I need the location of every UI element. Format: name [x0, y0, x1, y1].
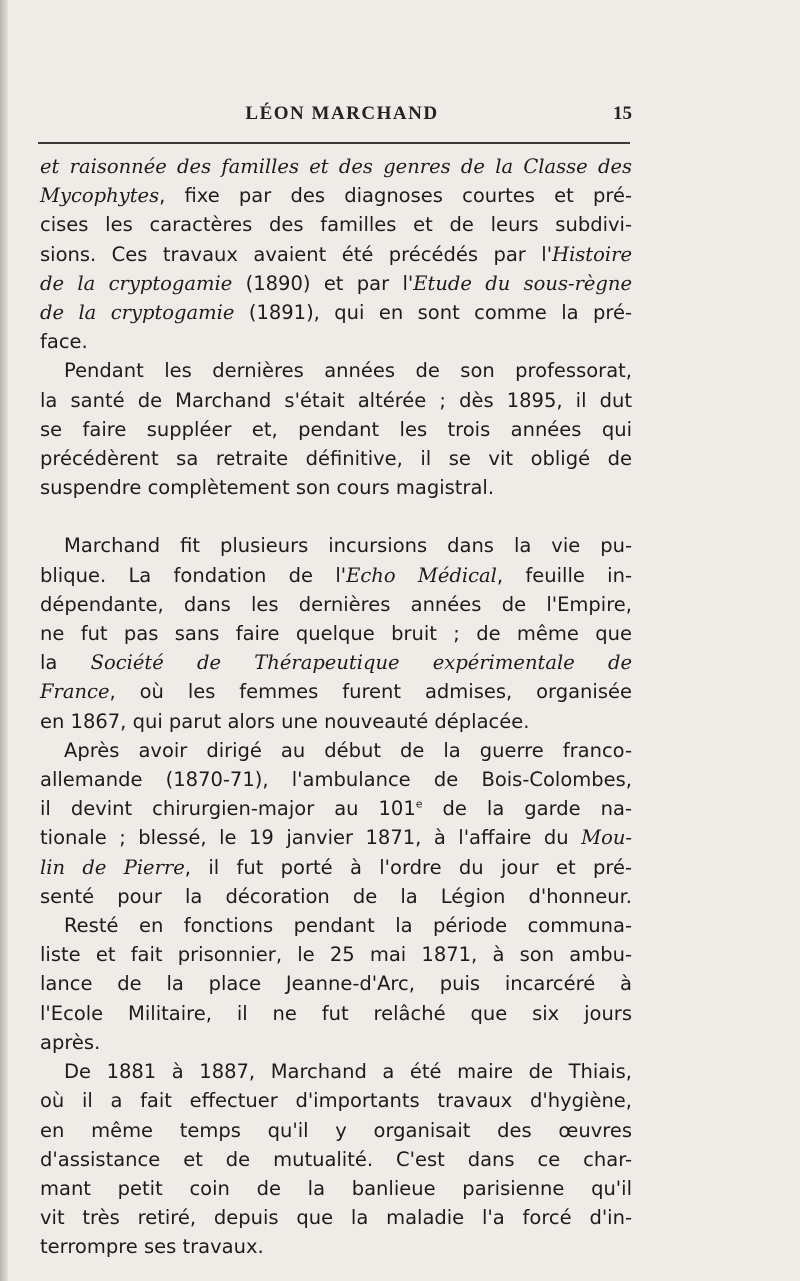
text-line — [40, 677, 632, 706]
text-line — [40, 298, 632, 327]
text-line — [40, 386, 632, 415]
text-segment: tionale ; blessé, le 19 janvier 1871, à l'affaire du — [40, 826, 582, 850]
text-line — [40, 152, 632, 181]
text-line — [40, 269, 632, 298]
text-line — [40, 794, 632, 823]
italic-text: France — [40, 680, 110, 704]
text-line — [40, 415, 632, 444]
text-segment: de la garde na- — [422, 797, 632, 821]
italic-text: et raisonnée des familles et des genres de la Classe des — [40, 155, 632, 178]
text-segment: l'Ecole Militaire, il ne fut relâché que six jours — [40, 1001, 632, 1025]
text-line — [40, 1028, 632, 1057]
text-line — [40, 1086, 632, 1115]
text-segment: suspendre complètement son cours magistral. — [40, 476, 495, 500]
running-title: LÉON MARCHAND — [245, 103, 439, 124]
text-segment: terrompre ses travaux. — [40, 1235, 264, 1259]
page-edge — [0, 0, 8, 1281]
text-line — [40, 1174, 632, 1203]
text-line — [40, 969, 632, 998]
text-segment: où il a fait effectuer d'importants travaux d'hygiène, — [40, 1089, 632, 1113]
header-rule — [38, 142, 630, 144]
text-line — [40, 1203, 632, 1232]
text-line — [40, 940, 632, 969]
text-line — [40, 531, 632, 560]
text-segment: la santé de Marchand s'était altérée ; dès 1895, il dut — [40, 388, 632, 412]
text-segment: allemande (1870-71), l'ambulance de Bois-Colombes, — [40, 768, 632, 792]
text-segment: après. — [40, 1030, 101, 1054]
text-segment: blique. La fondation de l' — [40, 563, 347, 587]
text-line — [40, 707, 632, 736]
paragraph-gap — [40, 502, 632, 531]
text-segment: en 1867, qui parut alors une nouveauté déplacée. — [40, 709, 530, 733]
text-segment: De 1881 à 1887, Marchand a été maire de Thiais, — [64, 1060, 632, 1084]
text-line — [40, 765, 632, 794]
text-line — [40, 911, 632, 940]
italic-text: Mou- — [581, 826, 632, 850]
text-segment: face. — [40, 330, 88, 354]
text-line — [40, 823, 632, 852]
text-segment: la — [40, 651, 91, 675]
text-line — [40, 853, 632, 882]
italic-text: lin de Pierre — [40, 855, 185, 879]
text-segment: , fixe par des diagnoses courtes et pré- — [159, 184, 632, 208]
text-line — [40, 473, 632, 502]
text-line — [40, 648, 632, 677]
text-line — [40, 1145, 632, 1174]
text-line — [40, 1232, 632, 1261]
text-segment: d'assistance et de mutualité. C'est dans ce char- — [40, 1147, 632, 1171]
text-line — [40, 240, 632, 269]
text-segment: Pendant les dernières années de son professorat, — [64, 359, 632, 383]
italic-text: Etude du sous-règne — [413, 271, 633, 295]
text-segment: Resté en fonctions pendant la période communa- — [64, 914, 632, 938]
text-line — [40, 736, 632, 765]
text-line — [40, 444, 632, 473]
text-line — [40, 619, 632, 648]
text-line — [40, 356, 632, 385]
text-line — [40, 561, 632, 590]
text-line — [40, 210, 632, 239]
text-segment: (1891), qui en sont comme la pré- — [234, 301, 632, 325]
text-segment: , il fut porté à l'ordre du jour et pré- — [184, 855, 632, 879]
text-segment: ne fut pas sans faire quelque bruit ; de même que — [40, 622, 632, 646]
text-line — [40, 181, 632, 210]
text-segment: Marchand fit plusieurs incursions dans la vie pu- — [64, 534, 632, 558]
text-segment: en même temps qu'il y organisait des œuvres — [40, 1118, 632, 1142]
italic-text: Histoire — [552, 242, 632, 266]
text-line — [40, 327, 632, 356]
text-segment: dépendante, dans les dernières années de l'Empire, — [40, 592, 632, 616]
text-segment: cises les caractères des familles et de leurs subdivi- — [40, 213, 632, 237]
text-segment: mant petit coin de la banlieue parisienne qu'il — [40, 1176, 632, 1200]
text-segment: senté pour la décoration de la Légion d'honneur. — [40, 884, 632, 908]
text-line — [40, 882, 632, 911]
text-line — [40, 999, 632, 1028]
italic-text: de la cryptogamie — [40, 271, 233, 295]
italic-text: Echo Médical — [346, 563, 497, 587]
text-line — [40, 1116, 632, 1145]
text-segment: précédèrent sa retraite définitive, il se vit obligé de — [40, 447, 632, 471]
text-segment: il devint chirurgien-major au 101 — [40, 797, 416, 821]
text-segment: vit très retiré, depuis que la maladie l'a forcé d'in- — [40, 1206, 632, 1230]
body-text — [40, 152, 632, 1262]
text-line — [40, 590, 632, 619]
text-segment: liste et fait prisonnier, le 25 mai 1871, à son ambu- — [40, 943, 632, 967]
italic-text: Mycophytes — [40, 184, 160, 208]
italic-text: Société de Thérapeutique expérimentale de — [90, 651, 632, 675]
italic-text: de la cryptogamie — [40, 301, 235, 325]
page-number: 15 — [613, 103, 632, 124]
text-segment: , feuille in- — [496, 563, 632, 587]
superscript: e — [415, 797, 423, 811]
text-segment: lance de la place Jeanne-d'Arc, puis incarcéré à — [40, 972, 632, 996]
page-header — [52, 103, 632, 133]
text-segment: sions. Ces travaux avaient été précédés par l' — [40, 242, 553, 266]
text-segment: se faire suppléer et, pendant les trois années qui — [40, 417, 632, 441]
text-segment: , où les femmes furent admises, organisée — [109, 680, 632, 704]
text-segment: (1890) et par l' — [232, 271, 414, 295]
text-segment: Après avoir dirigé au début de la guerre franco- — [64, 738, 632, 762]
text-line — [40, 1057, 632, 1086]
